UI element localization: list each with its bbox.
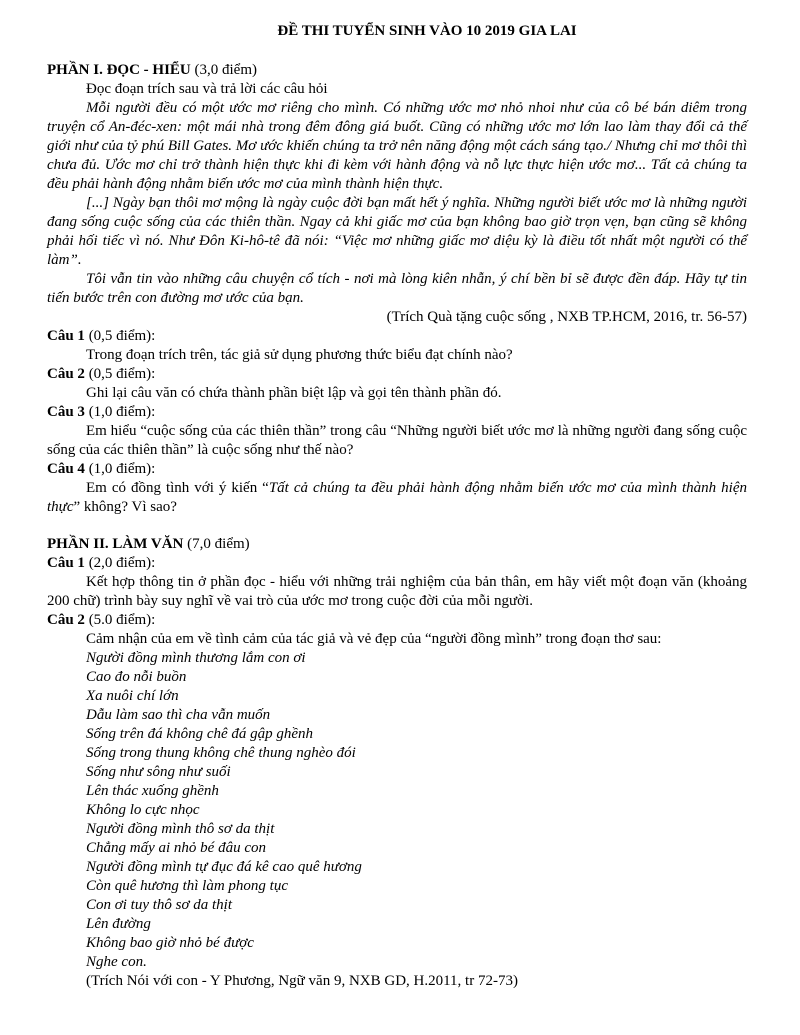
poem [47,649,747,991]
p2-question-2-text: Cảm nhận của em về tình cảm của tác giả và vẻ đẹp của “người đồng mình” trong đoạn thơ sau: [86,631,662,647]
p1-q1-label: Câu 1 [47,328,85,344]
p1-question-1-header [47,327,747,346]
p2-q2-label: Câu 2 [47,612,85,628]
part1-title: PHẦN I. ĐỌC - HIỂU [47,62,191,78]
poem-line: Không lo cực nhọc [86,802,200,818]
part2-heading [47,535,747,554]
poem-line: Sống trên đá không chê đá gập ghềnh [86,726,314,742]
p1-question-3-header [47,403,747,422]
p2-q1-points: (2,0 điểm): [84,555,156,571]
poem-line: Người đồng mình thô sơ da thịt [86,821,275,837]
p1-question-1-text: Trong đoạn trích trên, tác giả sử dụng phương thức biểu đạt chính nào? [86,347,513,363]
p1-q2-points: (0,5 điểm): [84,366,156,382]
poem-line: Lên thác xuống ghềnh [86,783,219,799]
poem-line: Nghe con. [86,954,147,970]
poem-line: Không bao giờ nhỏ bé được [86,935,254,951]
p2-q2-points: (5.0 điểm): [84,612,156,628]
p2-question-2-header [47,611,747,630]
p1-q4-points: (1,0 điểm): [84,461,156,477]
p2-q1-label: Câu 1 [47,555,85,571]
poem-line: Người đồng mình thương lắm con ơi [86,650,306,666]
poem-line: Còn quê hương thì làm phong tục [86,878,289,894]
poem-line: Người đồng mình tự đục đá kê cao quê hương [86,859,362,875]
poem-line: Chẳng mấy ai nhỏ bé đâu con [86,840,266,856]
exam-page [47,20,747,991]
reading-paragraph-1: Mỗi người đều có một ước mơ riêng cho mình. Có những ước mơ nhỏ nhoi như của cô bé bán diêm trong truyện cổ An-đéc-xen: một mái nhà trong đêm đông giá buốt. Cũng có những ước mơ lớn lao làm thay đổi cả thế giới như của tỷ phú Bill Gates. Mơ ước khiến chúng ta trở nên năng động một cách sáng tạo./ Nhưng chỉ mơ thôi thì chưa đủ. Ước mơ chỉ trở thành hiện thực khi đi kèm với hành động và nỗ lực thực hiện ước mơ... Tất cả chúng ta đều phải hành động nhằm biến ước mơ của mình thành hiện thực. [47,100,747,192]
p1-q3-points: (1,0 điểm): [84,404,156,420]
reading-paragraph-3: Tôi vẫn tin vào những câu chuyện cổ tích - nơi mà lòng kiên nhẫn, ý chí bền bỉ sẽ được đền đáp. Hãy tự tin tiến bước trên con đường mơ ước của bạn. [47,271,747,306]
exam-title: ĐỀ THI TUYỂN SINH VÀO 10 2019 GIA LAI [277,23,577,39]
p2-question-1-header [47,554,747,573]
part1-instruction: Đọc đoạn trích sau và trả lời các câu hỏi [86,81,328,97]
p1-q3-label: Câu 3 [47,404,85,420]
reading-paragraph-2: [...] Ngày bạn thôi mơ mộng là ngày cuộc đời bạn mất hết ý nghĩa. Những người biết ước mơ là những người đang sống cuộc sống của các thiên thần. Ngay cả khi giấc mơ của bạn không bao giờ trọn vẹn, bạn cũng sẽ không phải hối tiếc vì nó. Như Đôn Ki-hô-tê đã nói: “Việc mơ những giấc mơ diệu kỳ là điều tốt nhất một người có thể làm”. [47,195,747,268]
p2-question-1-text: Kết hợp thông tin ở phần đọc - hiểu với những trải nghiệm của bản thân, em hãy viết một đoạn văn (khoảng 200 chữ) trình bày suy nghĩ về vai trò của ước mơ trong cuộc đời của mỗi người. [47,574,747,609]
poem-line: Con ơi tuy thô sơ da thịt [86,897,233,913]
p1-q2-label: Câu 2 [47,366,85,382]
poem-line: Sống trong thung không chê thung nghèo đói [86,745,356,761]
p1-question-2-header [47,365,747,384]
p1-question-4-header [47,460,747,479]
p1-q4-quote: Tất cả chúng ta đều phải hành động nhằm biến ước mơ của mình thành hiện thực [47,480,748,515]
p1-q4-label: Câu 4 [47,461,85,477]
poem-line: Sống như sông như suối [86,764,231,780]
poem-source: (Trích Nói với con - Y Phương, Ngữ văn 9, NXB GD, H.2011, tr 72-73) [86,973,518,989]
poem-line: Cao đo nỗi buồn [86,669,187,685]
poem-line: Xa nuôi chí lớn [86,688,179,704]
poem-line: Dẫu làm sao thì cha vẫn muốn [86,707,271,723]
part2-points: (7,0 điểm) [183,536,250,552]
poem-line: Lên đường [86,916,151,932]
p1-q1-points: (0,5 điểm): [84,328,156,344]
reading-source: (Trích Quà tặng cuộc sống , NXB TP.HCM, 2016, tr. 56-57) [386,309,747,325]
p1-question-2-text: Ghi lại câu văn có chứa thành phần biệt lập và gọi tên thành phần đó. [86,385,502,401]
part2-title: PHẦN II. LÀM VĂN [47,536,184,552]
p1-question-4-text [47,479,747,517]
p1-question-3-text: Em hiểu “cuộc sống của các thiên thần” trong câu “Những người biết ước mơ là những người đang sống cuộc sống của các thiên thần” là cuộc sống như thế nào? [47,423,747,458]
part1-points: (3,0 điểm) [190,62,257,78]
p1-q4-text-before: Em có đồng tình với ý kiến “ [86,480,269,496]
p1-q4-text-after: ” không? Vì sao? [73,499,177,515]
part1-heading [47,61,747,80]
